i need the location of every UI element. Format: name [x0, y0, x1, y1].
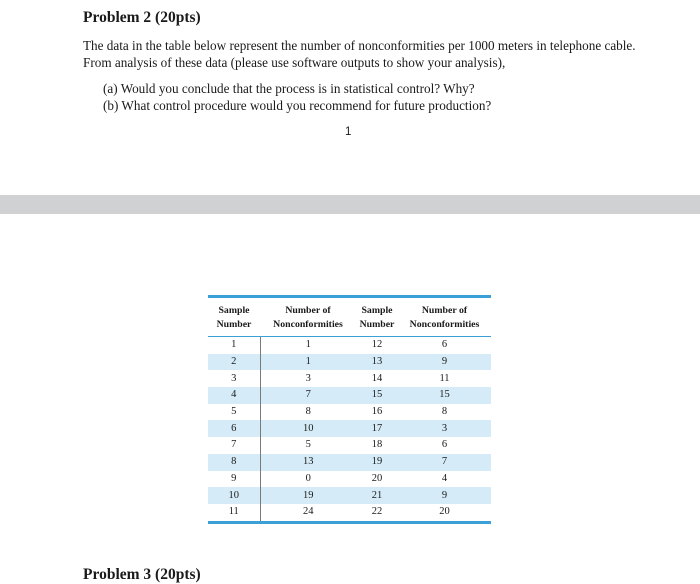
nonconformities-cell: 1: [305, 339, 311, 351]
sample-number-cell: 9: [208, 471, 260, 488]
nonconformities-cell: 4: [441, 472, 448, 484]
nonconformities-table: [208, 295, 491, 524]
sample-number-cell: 10: [208, 487, 260, 504]
nonconformities-cell: 6: [441, 439, 448, 451]
nonconformities-cell: 11: [439, 372, 450, 384]
nonconformities-cell: 5: [305, 439, 311, 451]
header-sample-number-1: Sample Number: [216, 305, 252, 330]
table-row: [208, 437, 491, 454]
sample-number-cell: 18: [371, 439, 383, 451]
nonconformities-cell: 7: [260, 387, 356, 404]
table-bottom-rule: [208, 521, 491, 524]
sample-number-cell: 5: [208, 404, 260, 421]
nonconformities-cell: 15: [398, 387, 491, 404]
question-a: (a) Would you conclude that the process is in statistical control? Why?: [103, 81, 475, 96]
problem-3-title: Problem 3 (20pts): [83, 566, 201, 583]
table-row: [208, 420, 491, 437]
nonconformities-cell: 3: [398, 420, 491, 437]
nonconformities-cell: 7: [398, 454, 491, 471]
table-row: [208, 471, 491, 488]
question-b: (b) What control procedure would you recommend for future production?: [103, 98, 492, 113]
sample-number-cell: 11: [208, 504, 260, 521]
nonconformities-cell: 3: [305, 372, 311, 384]
sample-number-cell: 20: [371, 472, 383, 484]
nonconformities-cell: 9: [398, 487, 491, 504]
sample-number-cell: 7: [208, 437, 260, 454]
nonconformities-cell: 9: [398, 354, 491, 371]
header-sample-number-2: Sample Number: [359, 305, 395, 330]
table-row: [208, 454, 491, 471]
sample-number-cell: 16: [371, 406, 383, 418]
page-separator: [0, 195, 700, 214]
nonconformities-cell: 6: [441, 339, 448, 351]
sample-number-cell: 12: [371, 339, 383, 351]
sample-number-cell: 14: [371, 372, 383, 384]
table-row: [208, 337, 491, 354]
sample-number-cell: 15: [356, 387, 398, 404]
sample-number-cell: 13: [356, 354, 398, 371]
sample-number-cell: 17: [356, 420, 398, 437]
header-nonconformities-2: Number of Nonconformities: [409, 305, 480, 330]
sample-number-cell: 22: [371, 506, 383, 518]
data-table: [208, 298, 491, 521]
page-top: [0, 0, 700, 195]
sample-number-cell: 19: [356, 454, 398, 471]
nonconformities-cell: 8: [441, 406, 448, 418]
sample-number-cell: 4: [208, 387, 260, 404]
table-row: [208, 487, 491, 504]
sample-number-cell: 3: [208, 370, 260, 387]
nonconformities-cell: 13: [260, 454, 356, 471]
table-row: [208, 404, 491, 421]
nonconformities-cell: 8: [305, 406, 311, 418]
table-row: [208, 354, 491, 371]
header-nonconformities-1: Number of Nonconformities: [273, 305, 343, 330]
page-number: 1: [345, 126, 352, 138]
sample-number-cell: 8: [208, 454, 260, 471]
nonconformities-cell: 19: [260, 487, 356, 504]
nonconformities-cell: 24: [303, 506, 314, 518]
sample-number-cell: 1: [208, 337, 260, 354]
table-row: [208, 504, 491, 521]
sample-number-cell: 21: [356, 487, 398, 504]
sample-number-cell: 6: [208, 420, 260, 437]
table-row: [208, 387, 491, 404]
nonconformities-cell: 10: [260, 420, 356, 437]
sample-number-cell: 2: [208, 354, 260, 371]
table-header-row: [208, 298, 491, 336]
nonconformities-cell: 1: [260, 354, 356, 371]
nonconformities-cell: 20: [439, 506, 450, 518]
table-row: [208, 370, 491, 387]
problem-2-title: Problem 2 (20pts): [83, 9, 201, 26]
nonconformities-cell: 0: [305, 472, 311, 484]
problem-2-intro: The data in the table below represent the number of nonconformities per 1000 meters in telephone cable. From analysis of these data (please use software outputs to show your analysis),: [83, 38, 636, 70]
